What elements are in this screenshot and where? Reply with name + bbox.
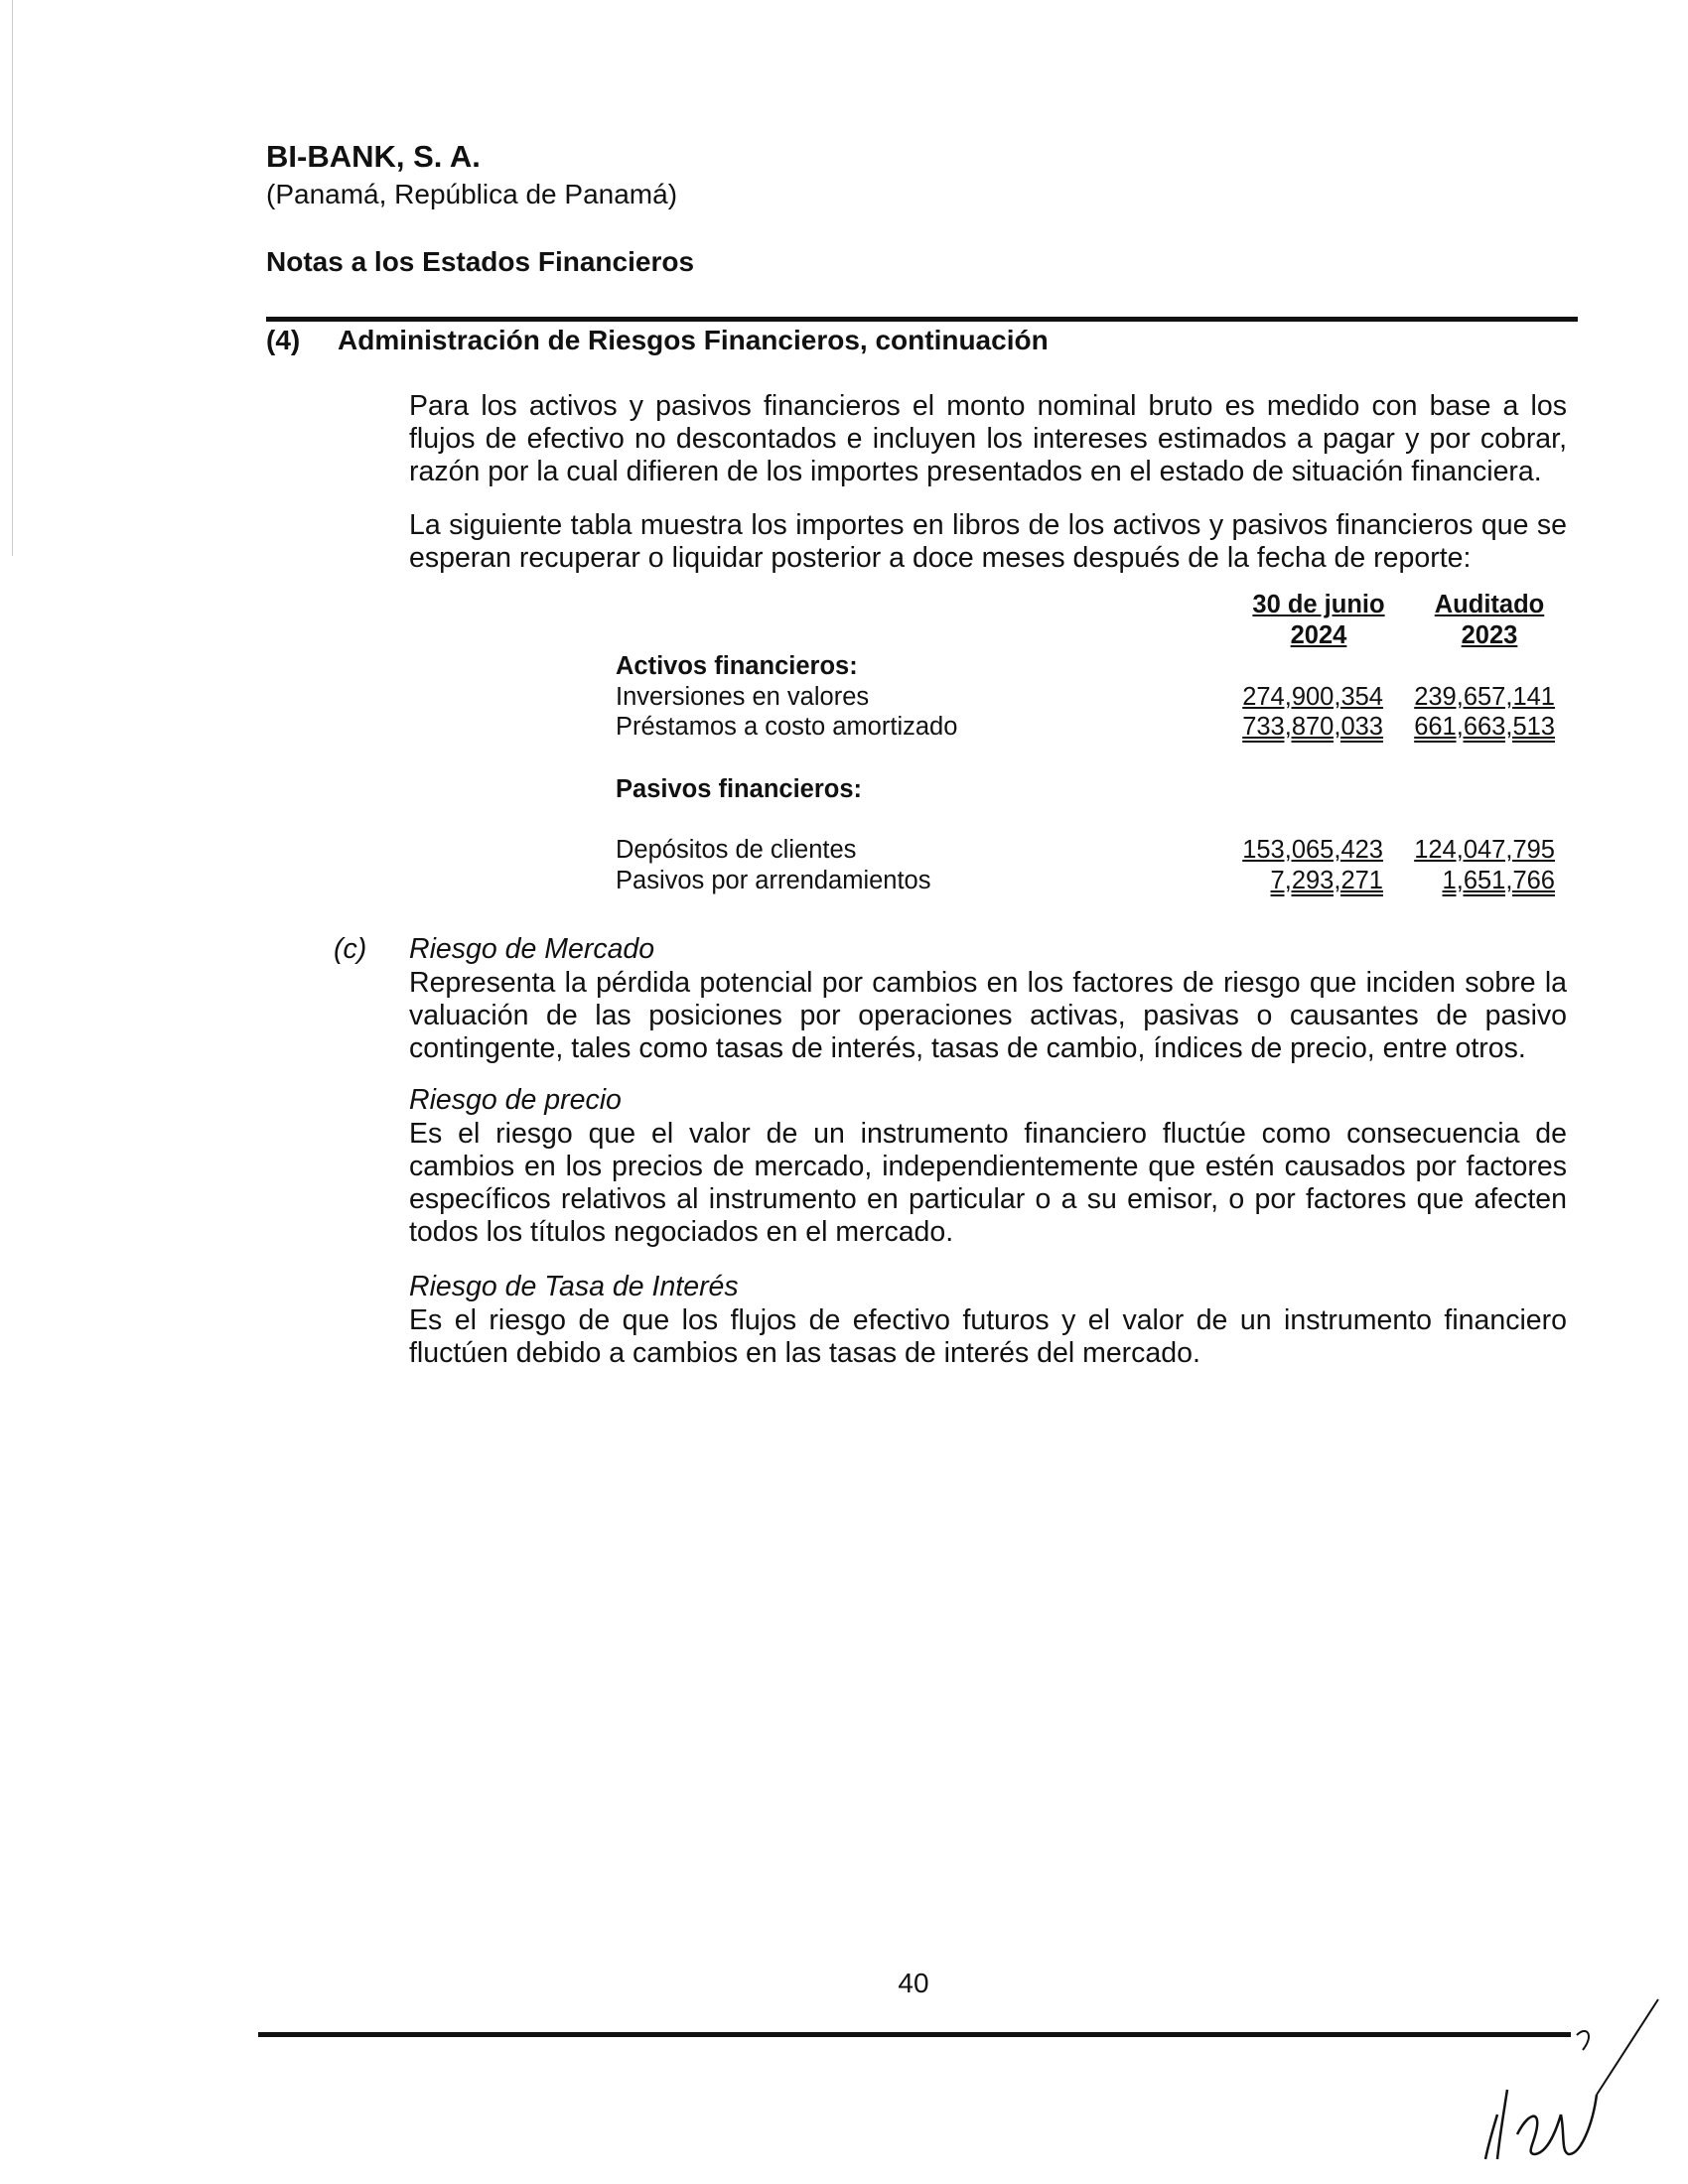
price-risk-title: Riesgo de precio	[409, 1084, 622, 1116]
section-title: Administración de Riesgos Financieros, continuación	[338, 325, 1049, 355]
col-header-2023-line1: Auditado	[1434, 591, 1545, 618]
document-title: Notas a los Estados Financieros	[266, 246, 695, 277]
assets-heading: Activos financieros:	[616, 652, 858, 680]
row-label-leases: Pasivos por arrendamientos	[616, 867, 931, 894]
row-label-deposits: Depósitos de clientes	[616, 836, 857, 864]
col-header-2023-line2: 2023	[1461, 621, 1518, 649]
initials-signature	[1477, 1995, 1666, 2164]
market-risk-text: Representa la pérdida potencial por cambios en los factores de riesgo que inciden sobre la valuación de las posiciones por operaciones activas, pasivas o causantes de pasivo contingente, tales como tasas de interés, tasas de cambio, índices de precio, entre otros.	[409, 967, 1567, 1064]
header-rule	[266, 317, 1578, 322]
row-label-loans: Préstamos a costo amortizado	[616, 713, 958, 741]
row-label-investments: Inversiones en valores	[616, 683, 870, 711]
company-name: BI-BANK, S. A.	[266, 139, 481, 174]
market-risk-title: Riesgo de Mercado	[409, 933, 655, 965]
price-risk-text: Es el riesgo que el valor de un instrumento financiero fluctúe como consecuencia de cambios en los precios de mercado, independientemente que estén causados por factores específicos relativos al instrumento en particular o a su emisor, o por factores que afecten todos los títulos negociados en el mercado.	[409, 1118, 1567, 1248]
paragraph-table-intro: La siguiente tabla muestra los importes en libros de los activos y pasivos financieros que se esperan recuperar o liquidar posterior a doce meses después de la fecha de reporte:	[409, 509, 1567, 574]
scan-margin-line	[12, 0, 13, 556]
cell-investments-2023: 239,657,141	[1414, 683, 1555, 711]
cell-loans-2023: 661,663,513	[1414, 713, 1555, 741]
section-number: (4)	[266, 325, 301, 355]
cell-loans-2024: 733,870,033	[1242, 713, 1383, 741]
cell-leases-2023: 1,651,766	[1442, 867, 1555, 894]
cell-investments-2024: 274,900,354	[1242, 683, 1383, 711]
liabilities-heading: Pasivos financieros:	[616, 775, 863, 803]
cell-leases-2024: 7,293,271	[1270, 867, 1383, 894]
cell-deposits-2024: 153,065,423	[1242, 836, 1383, 864]
interest-risk-title: Riesgo de Tasa de Interés	[409, 1271, 739, 1302]
page-number: 40	[898, 1968, 929, 1998]
item-label-c: (c)	[334, 933, 367, 965]
col-header-2024-line2: 2024	[1290, 621, 1347, 649]
col-header-2024-line1: 30 de junio	[1252, 591, 1385, 618]
footer-rule	[258, 2032, 1571, 2037]
interest-risk-text: Es el riesgo de que los flujos de efectivo futuros y el valor de un instrumento financiero fluctúen debido a cambios en las tasas de interés del mercado.	[409, 1304, 1567, 1369]
paragraph-nominal-amount: Para los activos y pasivos financieros el monto nominal bruto es medido con base a los flujos de efectivo no descontados e incluyen los intereses estimados a pagar y por cobrar, razón por la cual difieren de los importes presentados en el estado de situación financiera.	[409, 390, 1567, 487]
company-location: (Panamá, República de Panamá)	[266, 179, 678, 209]
cell-deposits-2023: 124,047,795	[1414, 836, 1555, 864]
